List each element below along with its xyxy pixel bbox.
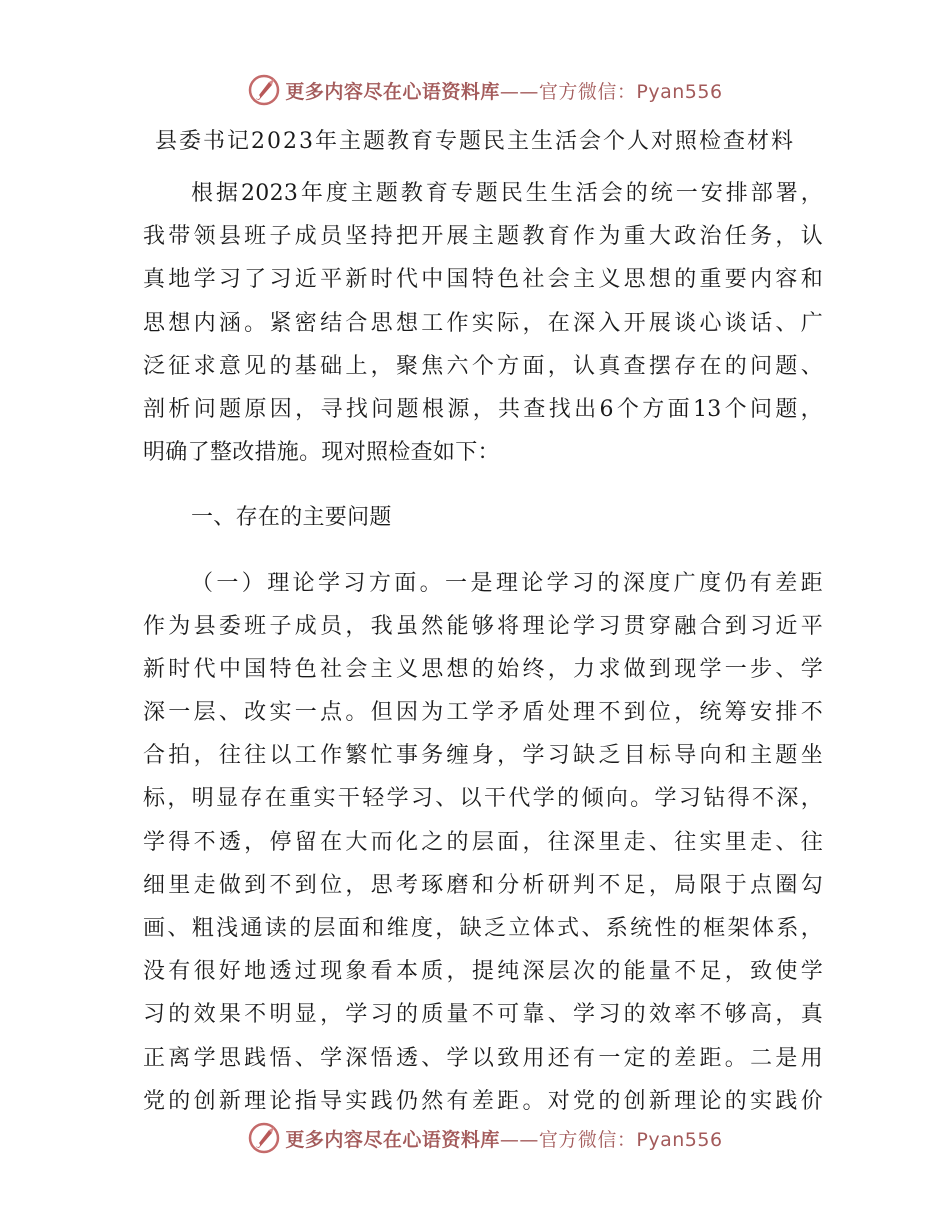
section-line: 正离学思践悟、学深悟透、学以致用还有一定的差距。二是用: [143, 1045, 823, 1071]
document-body: [143, 172, 823, 1123]
document-title: 县委书记2023年主题教育专题民主生活会个人对照检查材料: [155, 129, 795, 154]
section-line: 没有很好地透过现象看本质，提纯深层次的能量不足，致使学: [143, 959, 823, 985]
section-line: 作为县委班子成员，我虽然能够将理论学习贯穿融合到习近平: [143, 613, 823, 639]
section-line: 党的创新理论指导实践仍然有差距。对党的创新理论的实践价: [143, 1088, 823, 1114]
section-line: 细里走做到不到位，思考琢磨和分析研判不足，局限于点圈勾: [143, 872, 823, 898]
paragraph-gap: [143, 540, 823, 562]
banner-main-text: 更多内容尽在心语资料库: [285, 80, 500, 103]
section-line: 学得不透，停留在大而化之的层面，往深里走、往实里走、往: [143, 829, 823, 855]
intro-line: 明确了整改措施。现对照检查如下：: [143, 440, 500, 466]
section-line: 深一层、改实一点。但因为工学矛盾处理不到位，统筹安排不: [143, 700, 823, 726]
banner-contact: 官方微信：Pyan556: [538, 1128, 723, 1151]
banner-content: [247, 1121, 722, 1155]
banner-main-text: 更多内容尽在心语资料库: [285, 1128, 500, 1151]
banner-content: [247, 73, 722, 107]
intro-line: 思想内涵。紧密结合思想工作实际，在深入开展谈心谈话、广: [143, 310, 823, 336]
footer-banner: [0, 1118, 950, 1158]
paragraph-gap: [143, 474, 823, 496]
intro-line: 我带领县班子成员坚持把开展主题教育作为重大政治任务，认: [143, 224, 823, 250]
section-line: （一）理论学习方面。一是理论学习的深度广度仍有差距: [191, 570, 823, 596]
banner-contact: 官方微信：Pyan556: [538, 80, 723, 103]
banner-text: [285, 1125, 722, 1152]
section-line: 习的效果不明显，学习的质量不可靠、学习的效率不够高，真: [143, 1002, 823, 1028]
banner-text: [285, 77, 722, 104]
section-line: 合拍，往往以工作繁忙事务缠身，学习缺乏目标导向和主题坐: [143, 743, 823, 769]
intro-line: 泛征求意见的基础上，聚焦六个方面，认真查摆存在的问题、: [143, 353, 823, 379]
intro-line: 根据2023年度主题教育专题民生生活会的统一安排部署，: [191, 181, 823, 206]
section-heading: 一、存在的主要问题: [191, 505, 392, 531]
banner-separator: ——: [499, 80, 539, 103]
section-line: 画、粗浅通读的层面和维度，缺乏立体式、系统性的框架体系，: [143, 916, 823, 941]
section-line: 新时代中国特色社会主义思想的始终，力求做到现学一步、学: [143, 656, 823, 682]
header-banner: [0, 70, 950, 110]
banner-separator: ——: [499, 1128, 539, 1151]
intro-line: 剖析问题原因，寻找问题根源，共查找出6个方面13个问题，: [143, 396, 823, 422]
quill-logo-icon: [247, 1121, 281, 1155]
quill-logo-icon: [247, 73, 281, 107]
intro-line: 真地学习了习近平新时代中国特色社会主义思想的重要内容和: [143, 267, 823, 293]
section-line: 标，明显存在重实干轻学习、以干代学的倾向。学习钻得不深，: [143, 786, 823, 812]
